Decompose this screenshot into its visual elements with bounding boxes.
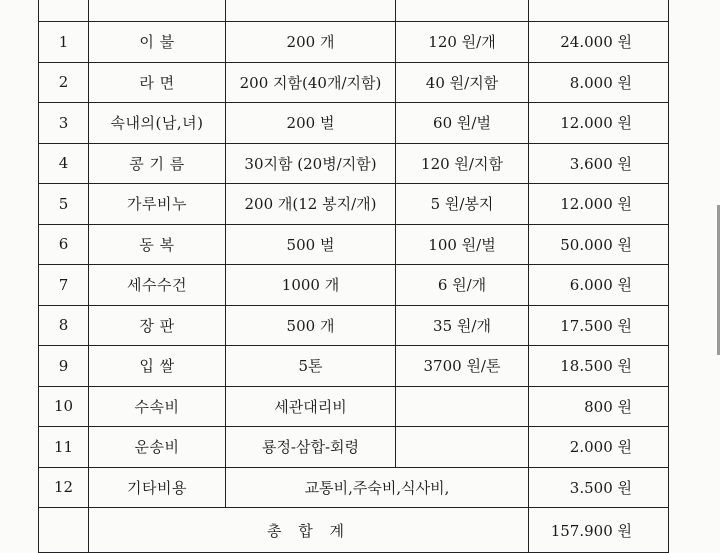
item-name: 장 판 (89, 305, 226, 346)
item-unit-price: 35 원/개 (396, 305, 529, 346)
item-name: 기타비용 (89, 467, 226, 508)
row-number: 7 (39, 265, 89, 306)
item-unit-price: 3700 원/톤 (396, 346, 529, 387)
total-label: 총 합 계 (89, 508, 529, 553)
item-quantity: 200 벌 (226, 103, 396, 144)
item-name: 속내의(남,녀) (89, 103, 226, 144)
table-row (39, 143, 669, 184)
item-quantity: 200 개(12 봉지/개) (226, 184, 396, 225)
table-row (39, 386, 669, 427)
header-cell (89, 0, 226, 22)
item-amount: 17.500 원 (529, 305, 669, 346)
table-row (39, 224, 669, 265)
table-row (39, 62, 669, 103)
row-number: 10 (39, 386, 89, 427)
row-number: 1 (39, 22, 89, 63)
relief-items-table (38, 0, 669, 553)
header-cell (529, 0, 669, 22)
header-cell (39, 0, 89, 22)
item-name: 이 불 (89, 22, 226, 63)
item-quantity: 5톤 (226, 346, 396, 387)
item-amount: 12.000 원 (529, 103, 669, 144)
item-unit-price: 5 원/봉지 (396, 184, 529, 225)
item-amount: 12.000 원 (529, 184, 669, 225)
total-row (39, 508, 669, 553)
item-quantity: 200 지함(40개/지함) (226, 62, 396, 103)
item-amount: 24.000 원 (529, 22, 669, 63)
row-number: 2 (39, 62, 89, 103)
item-unit-price: 40 원/지함 (396, 62, 529, 103)
table-header-row-cut (39, 0, 669, 22)
header-cell (396, 0, 529, 22)
row-number: 8 (39, 305, 89, 346)
item-unit-price (396, 427, 529, 468)
table-row (39, 22, 669, 63)
item-unit-price: 120 원/개 (396, 22, 529, 63)
table-row (39, 346, 669, 387)
table-row (39, 427, 669, 468)
item-name: 수속비 (89, 386, 226, 427)
table-row (39, 305, 669, 346)
empty-cell (39, 508, 89, 553)
table-row (39, 265, 669, 306)
item-amount: 18.500 원 (529, 346, 669, 387)
item-name: 입 쌀 (89, 346, 226, 387)
row-number: 5 (39, 184, 89, 225)
item-amount: 8.000 원 (529, 62, 669, 103)
row-number: 6 (39, 224, 89, 265)
item-unit-price: 6 원/개 (396, 265, 529, 306)
item-quantity: 500 벌 (226, 224, 396, 265)
header-cell (226, 0, 396, 22)
row-number: 9 (39, 346, 89, 387)
item-name: 동 복 (89, 224, 226, 265)
item-quantity: 200 개 (226, 22, 396, 63)
item-quantity: 룡정-삼합-회령 (226, 427, 396, 468)
item-name: 세수수건 (89, 265, 226, 306)
item-amount: 3.600 원 (529, 143, 669, 184)
item-name: 운송비 (89, 427, 226, 468)
item-amount: 6.000 원 (529, 265, 669, 306)
table-row (39, 467, 669, 508)
item-amount: 2.000 원 (529, 427, 669, 468)
item-unit-price: 60 원/벌 (396, 103, 529, 144)
total-amount: 157.900 원 (529, 508, 669, 553)
item-unit-price (396, 386, 529, 427)
table-row (39, 103, 669, 144)
row-number: 3 (39, 103, 89, 144)
row-number: 4 (39, 143, 89, 184)
item-amount: 50.000 원 (529, 224, 669, 265)
item-detail: 교통비,주숙비,식사비, (226, 467, 529, 508)
item-amount: 3.500 원 (529, 467, 669, 508)
item-quantity: 30지함 (20병/지함) (226, 143, 396, 184)
item-name: 가루비누 (89, 184, 226, 225)
item-name: 라 면 (89, 62, 226, 103)
item-quantity: 1000 개 (226, 265, 396, 306)
row-number: 11 (39, 427, 89, 468)
item-amount: 800 원 (529, 386, 669, 427)
item-unit-price: 120 원/지함 (396, 143, 529, 184)
row-number: 12 (39, 467, 89, 508)
item-quantity: 500 개 (226, 305, 396, 346)
table-row (39, 184, 669, 225)
item-name: 콩 기 름 (89, 143, 226, 184)
item-quantity: 세관대리비 (226, 386, 396, 427)
item-unit-price: 100 원/벌 (396, 224, 529, 265)
